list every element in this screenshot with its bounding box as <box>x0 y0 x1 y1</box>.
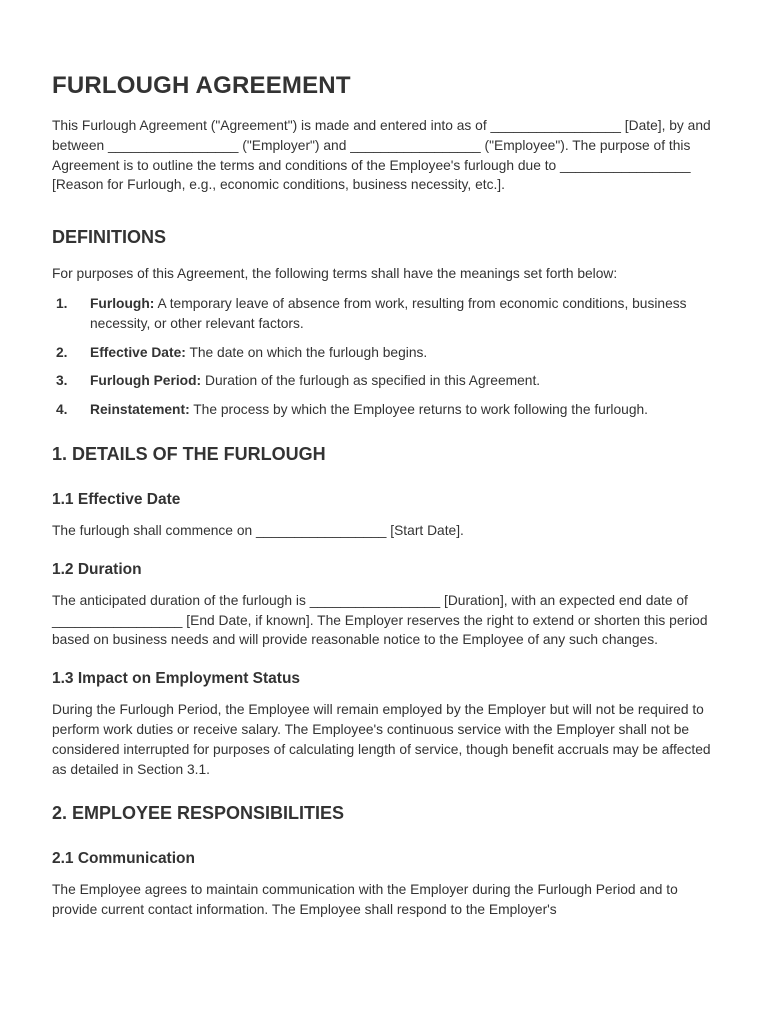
definition-text: The date on which the furlough begins. <box>185 344 428 360</box>
definitions-list <box>52 294 718 420</box>
definition-text: Duration of the furlough as specified in this Agreement. <box>201 373 541 389</box>
definition-item <box>52 343 718 363</box>
definition-number: 2. <box>56 344 68 360</box>
definition-term: Reinstatement: <box>90 402 190 418</box>
subsection-1-1-heading: 1.1 Effective Date <box>52 490 181 508</box>
document-title: FURLOUGH AGREEMENT <box>52 72 351 99</box>
subsection-1-1 <box>52 491 718 541</box>
subsection-2-1-text: The Employee agrees to maintain communication with the Employer during the Furlough Period and to provide current contact information. The Employee shall respond to the Employer's <box>52 882 678 918</box>
subsection-1-2 <box>52 561 718 650</box>
definitions-lead: For purposes of this Agreement, the following terms shall have the meanings set forth below: <box>52 266 618 282</box>
subsection-1-2-heading: 1.2 Duration <box>52 560 142 578</box>
subsection-1-3 <box>52 670 718 779</box>
subsection-1-2-text: The anticipated duration of the furlough is _________________ [Duration], with an expected end date of _________________ [End Date, if known]. The Employer reserves the right to extend or shorten this period based on business needs and will provide reasonable notice to the Employee of any such changes. <box>52 592 708 648</box>
definition-text: The process by which the Employee returns to work following the furlough. <box>189 402 649 418</box>
definition-number: 4. <box>56 402 68 418</box>
definition-term: Furlough: <box>90 295 155 311</box>
subsection-1-3-heading: 1.3 Impact on Employment Status <box>52 670 301 688</box>
definition-item <box>52 400 718 420</box>
intro-paragraph: This Furlough Agreement ("Agreement") is made and entered into as of _________________ [Date], by and between _________________ ("Employer") and _________________ ("Employee"). The purpose of this Agreement is to outline the terms and conditions of the Employee's furlough due to _________________ [Reason for Furlough, e.g., economic conditions, business necessity, etc.]. <box>52 118 711 193</box>
definition-number: 1. <box>56 295 68 311</box>
definition-number: 3. <box>56 373 68 389</box>
definitions-heading: DEFINITIONS <box>52 227 167 248</box>
subsection-1-3-text: During the Furlough Period, the Employee will remain employed by the Employer but will not be required to perform work duties or receive salary. The Employee's continuous service with the Employer shall not be considered interrupted for purposes of calculating length of service, though benefit accruals may be affected as detailed in Section 3.1. <box>52 702 711 777</box>
definition-term: Furlough Period: <box>90 373 202 389</box>
definition-item <box>52 371 718 391</box>
section-2-heading: 2. EMPLOYEE RESPONSIBILITIES <box>52 803 345 824</box>
section-1-heading: 1. DETAILS OF THE FURLOUGH <box>52 443 326 464</box>
definition-term: Effective Date: <box>90 344 186 360</box>
subsection-2-1 <box>52 850 718 920</box>
subsection-1-1-text: The furlough shall commence on _________________ [Start Date]. <box>52 522 464 538</box>
definition-text: A temporary leave of absence from work, resulting from economic conditions, business necessity, or other relevant factors. <box>90 295 687 331</box>
definition-item <box>52 294 718 334</box>
subsection-2-1-heading: 2.1 Communication <box>52 850 195 868</box>
